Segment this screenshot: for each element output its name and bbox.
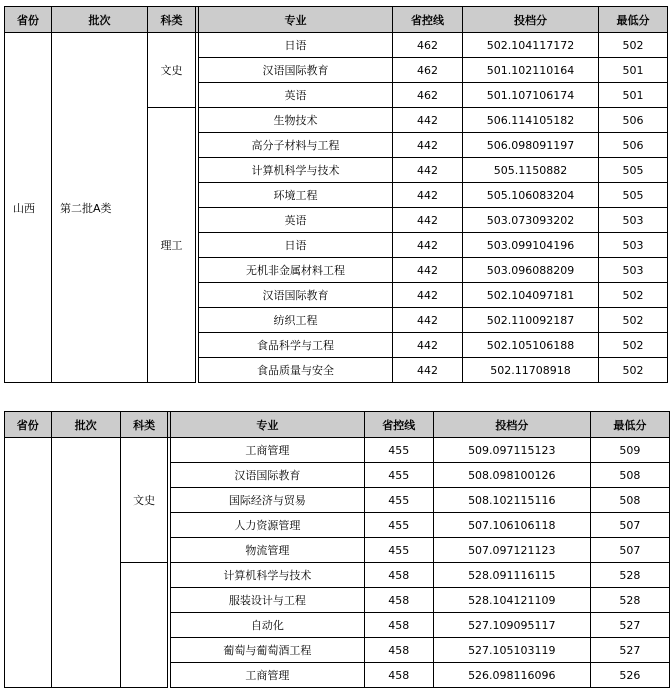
admission-score-cell: 527.109095117 [433,613,590,638]
major-cell: 汉语国际教育 [199,283,393,308]
header-admission-score: 投档分 [433,412,590,438]
admission-score-cell: 509.097115123 [433,438,590,463]
batch-cell: 第二批A类 [52,33,148,383]
header-major: 专业 [171,412,364,438]
control-line-cell: 442 [393,158,463,183]
major-cell: 计算机科学与技术 [199,158,393,183]
control-line-cell: 442 [393,258,463,283]
admission-score-cell: 508.098100126 [433,463,590,488]
min-score-cell: 505 [599,183,668,208]
major-cell: 环境工程 [199,183,393,208]
major-cell: 工商管理 [171,663,364,688]
control-line-cell: 442 [393,108,463,133]
control-line-cell: 458 [364,588,433,613]
major-cell: 工商管理 [171,438,364,463]
major-cell: 计算机科学与技术 [171,563,364,588]
major-cell: 高分子材料与工程 [199,133,393,158]
min-score-cell: 502 [599,333,668,358]
admission-score-cell: 506.114105182 [463,108,599,133]
admission-score-cell: 507.106106118 [433,513,590,538]
control-line-cell: 442 [393,208,463,233]
admission-score-cell: 502.11708918 [463,358,599,383]
admission-score-cell: 503.073093202 [463,208,599,233]
admission-score-cell: 527.105103119 [433,638,590,663]
admission-score-cell: 528.104121109 [433,588,590,613]
min-score-cell: 503 [599,233,668,258]
min-score-cell: 527 [590,638,669,663]
major-cell: 葡萄与葡萄酒工程 [171,638,364,663]
min-score-cell: 502 [599,308,668,333]
header-control-line: 省控线 [364,412,433,438]
min-score-cell: 506 [599,133,668,158]
admission-score-cell: 503.096088209 [463,258,599,283]
min-score-cell: 503 [599,258,668,283]
control-line-cell: 462 [393,83,463,108]
min-score-cell: 528 [590,588,669,613]
province-cell: 山西 [5,33,52,383]
major-cell: 无机非金属材料工程 [199,258,393,283]
admission-score-cell: 503.099104196 [463,233,599,258]
table-row [5,438,670,463]
control-line-cell: 458 [364,663,433,688]
min-score-cell: 502 [599,283,668,308]
min-score-cell: 507 [590,538,669,563]
admission-score-cell: 501.107106174 [463,83,599,108]
min-score-cell: 508 [590,488,669,513]
admission-table-second [4,411,670,688]
major-cell: 自动化 [171,613,364,638]
min-score-cell: 528 [590,563,669,588]
subject-cell: 理工 [148,108,196,383]
header-admission-score: 投档分 [463,7,599,33]
admission-score-cell: 526.098116096 [433,663,590,688]
control-line-cell: 455 [364,538,433,563]
admission-table-shanxi [4,6,668,383]
control-line-cell: 442 [393,283,463,308]
major-cell: 服装设计与工程 [171,588,364,613]
major-cell: 生物技术 [199,108,393,133]
min-score-cell: 526 [590,663,669,688]
min-score-cell: 527 [590,613,669,638]
control-line-cell: 455 [364,438,433,463]
control-line-cell: 455 [364,488,433,513]
admission-score-cell: 502.104097181 [463,283,599,308]
major-cell: 汉语国际教育 [171,463,364,488]
control-line-cell: 442 [393,133,463,158]
admission-score-cell: 508.102115116 [433,488,590,513]
min-score-cell: 508 [590,463,669,488]
control-line-cell: 442 [393,333,463,358]
control-line-cell: 458 [364,613,433,638]
major-cell: 人力资源管理 [171,513,364,538]
subject-cell: 文史 [148,33,196,108]
min-score-cell: 502 [599,358,668,383]
province-cell [5,438,52,688]
min-score-cell: 501 [599,83,668,108]
subject-cell [120,563,168,688]
major-cell: 国际经济与贸易 [171,488,364,513]
min-score-cell: 502 [599,33,668,58]
major-cell: 英语 [199,208,393,233]
batch-cell [51,438,120,688]
min-score-cell: 509 [590,438,669,463]
table-header-row [5,7,668,33]
admission-score-cell: 505.106083204 [463,183,599,208]
admission-score-cell: 502.104117172 [463,33,599,58]
header-batch: 批次 [52,7,148,33]
header-control-line: 省控线 [393,7,463,33]
table-row [5,33,668,58]
control-line-cell: 455 [364,513,433,538]
header-province: 省份 [5,7,52,33]
major-cell: 日语 [199,233,393,258]
admission-score-cell: 505.1150882 [463,158,599,183]
control-line-cell: 442 [393,358,463,383]
header-province: 省份 [5,412,52,438]
admission-score-cell: 502.110092187 [463,308,599,333]
major-cell: 日语 [199,33,393,58]
subject-cell: 文史 [120,438,168,563]
control-line-cell: 442 [393,233,463,258]
control-line-cell: 462 [393,58,463,83]
admission-score-cell: 506.098091197 [463,133,599,158]
major-cell: 食品科学与工程 [199,333,393,358]
control-line-cell: 458 [364,638,433,663]
table-header-row [5,412,670,438]
major-cell: 物流管理 [171,538,364,563]
admission-score-cell: 502.105106188 [463,333,599,358]
min-score-cell: 505 [599,158,668,183]
min-score-cell: 503 [599,208,668,233]
admission-score-cell: 501.102110164 [463,58,599,83]
control-line-cell: 442 [393,308,463,333]
header-min-score: 最低分 [590,412,669,438]
major-cell: 英语 [199,83,393,108]
header-subject: 科类 [120,412,168,438]
control-line-cell: 455 [364,463,433,488]
admission-score-cell: 528.091116115 [433,563,590,588]
header-subject: 科类 [148,7,196,33]
major-cell: 纺织工程 [199,308,393,333]
admission-score-cell: 507.097121123 [433,538,590,563]
control-line-cell: 458 [364,563,433,588]
major-cell: 食品质量与安全 [199,358,393,383]
min-score-cell: 506 [599,108,668,133]
header-batch: 批次 [51,412,120,438]
header-major: 专业 [199,7,393,33]
control-line-cell: 462 [393,33,463,58]
major-cell: 汉语国际教育 [199,58,393,83]
control-line-cell: 442 [393,183,463,208]
min-score-cell: 507 [590,513,669,538]
header-min-score: 最低分 [599,7,668,33]
min-score-cell: 501 [599,58,668,83]
